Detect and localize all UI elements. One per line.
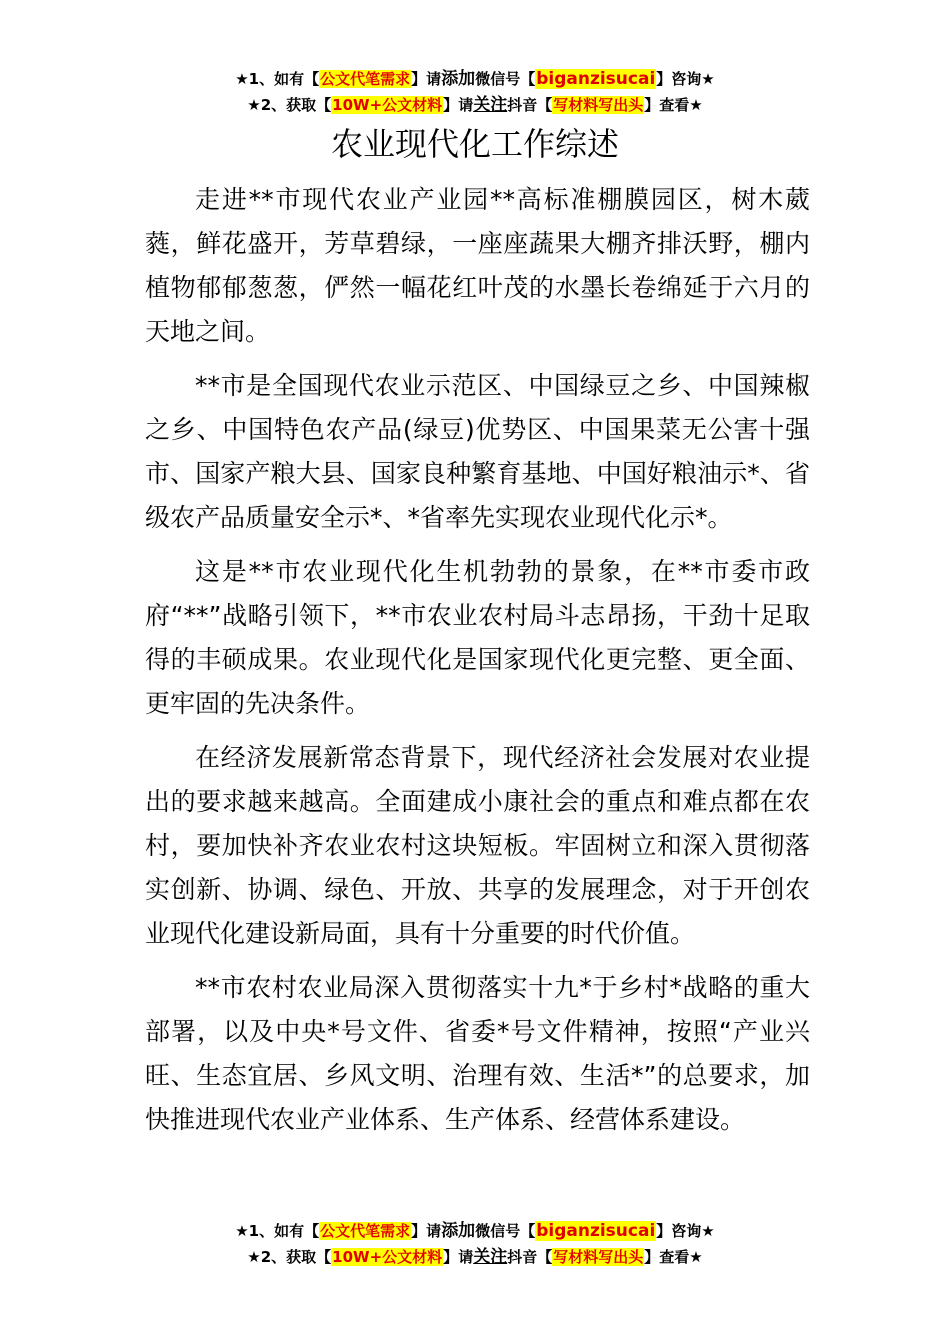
paragraph-1: 走进**市现代农业产业园**高标准棚膜园区，树木葳蕤，鲜花盛开，芳草碧绿，一座座蔬果大棚齐排沃野，棚内植物郁郁葱葱，俨然一幅花红叶茂的水墨长卷绵延于六月的天地之间。	[145, 185, 810, 346]
paragraph-3: 这是**市农业现代化生机勃勃的景象，在**市委市政府“**”战略引领下，**市农业农村局斗志昂扬，干劲十足取得的丰硕成果。农业现代化是国家现代化更完整、更全面、更牢固的先决条件。	[145, 557, 810, 718]
highlight-wechat-id: biganzisucai	[536, 69, 656, 89]
promo-line-1: ★1、如有【公文代笔需求】请添加微信号【biganzisucai】咨询★	[235, 1221, 715, 1241]
paragraph-2: **市是全国现代农业示范区、中国绿豆之乡、中国辣椒之乡、中国特色农产品(绿豆)优势区、中国果菜无公害十强市、国家产粮大县、国家良种繁育基地、中国好粮油示*、省级农产品质量安全示*、*省率先实现农业现代化示*。	[145, 371, 810, 532]
promo-banner-top	[0, 66, 950, 118]
promo-line-2: ★2、获取【10W+公文材料】请关注抖音【写材料写出头】查看★	[247, 95, 703, 115]
promo-line-2: ★2、获取【10W+公文材料】请关注抖音【写材料写出头】查看★	[247, 1247, 703, 1267]
document-title: 农业现代化工作综述	[330, 125, 619, 163]
paragraph-5: **市农村农业局深入贯彻落实十九*于乡村*战略的重大部署，以及中央*号文件、省委*号文件精神，按照“产业兴旺、生态宜居、乡风文明、治理有效、生活*”的总要求，加快推进现代农业产业体系、生产体系、经营体系建设。	[145, 973, 810, 1134]
document-body	[145, 178, 810, 1152]
promo-banner-bottom	[0, 1218, 950, 1270]
highlight-service: 公文代笔需求	[320, 1222, 411, 1240]
highlight-materials: 10W+公文材料	[332, 1248, 443, 1266]
highlight-materials: 10W+公文材料	[332, 96, 443, 114]
highlight-douyin-account: 写材料写出头	[553, 1248, 644, 1266]
highlight-wechat-id: biganzisucai	[536, 1221, 656, 1241]
paragraph-4: 在经济发展新常态背景下，现代经济社会发展对农业提出的要求越来越高。全面建成小康社会的重点和难点都在农村，要加快补齐农业农村这块短板。牢固树立和深入贯彻落实创新、协调、绿色、开放、共享的发展理念，对于开创农业现代化建设新局面，具有十分重要的时代价值。	[145, 743, 810, 948]
promo-line-1: ★1、如有【公文代笔需求】请添加微信号【biganzisucai】咨询★	[235, 69, 715, 89]
highlight-douyin-account: 写材料写出头	[553, 96, 644, 114]
highlight-service: 公文代笔需求	[320, 70, 411, 88]
